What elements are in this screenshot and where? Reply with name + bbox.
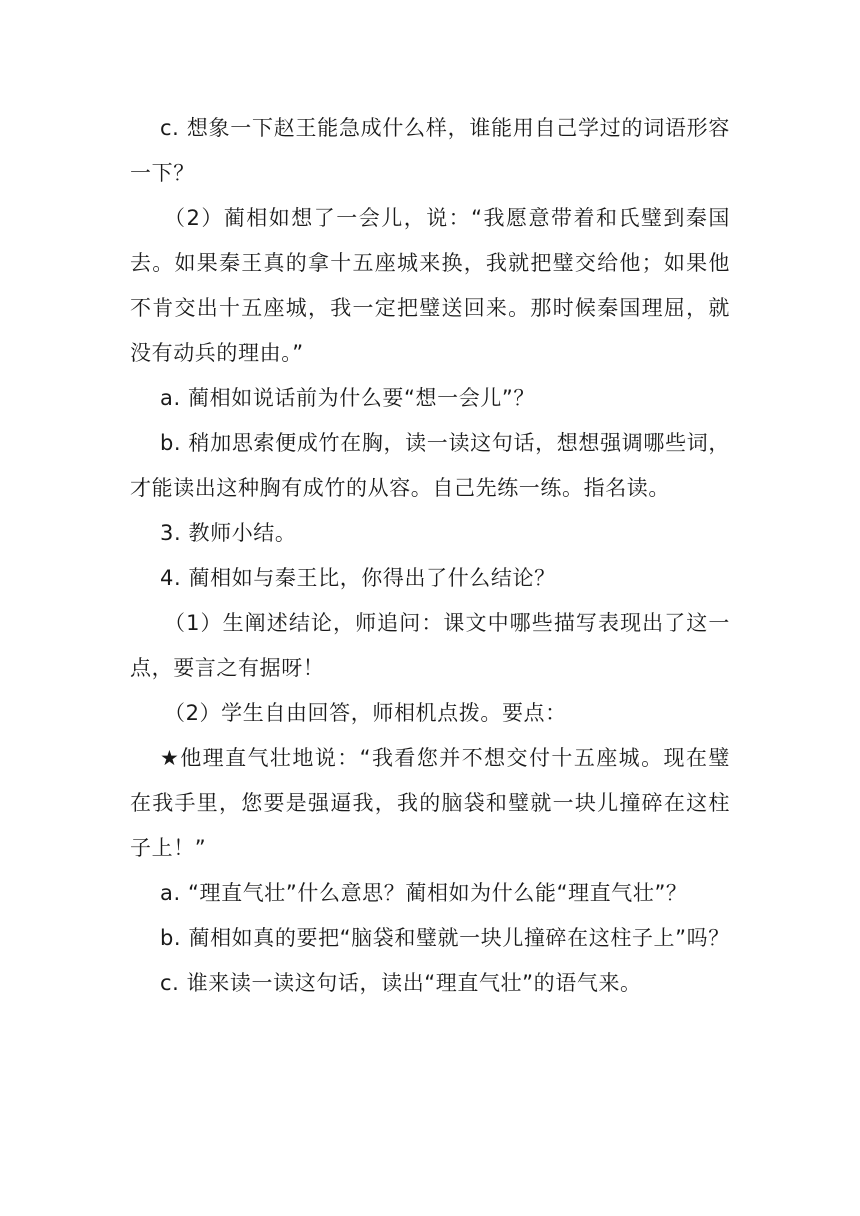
paragraph-teacher-summary: 3. 教师小结。 xyxy=(160,521,297,545)
paragraph-question-c-imagine: c. 想象一下赵王能急成什么样，谁能用自己学过的词语形容一下？ xyxy=(130,116,730,185)
paragraph-item-2: （2）学生自由回答，师相机点拨。要点： xyxy=(164,701,567,725)
paragraph-comparison-question: 4. 蔺相如与秦王比，你得出了什么结论？ xyxy=(160,566,556,590)
paragraph-item-1: （1）生阐述结论，师追问：课文中哪些描写表现出了这一点，要言之有据呀！ xyxy=(130,611,730,680)
paragraph-question-a-think: a. 蔺相如说话前为什么要“想一会儿”？ xyxy=(160,386,535,410)
paragraph-question-c-read-tone: c. 谁来读一读这句话，读出“理直气壮”的语气来。 xyxy=(160,971,642,995)
paragraph-quote-2: （2）蔺相如想了一会儿，说：“我愿意带着和氏璧到秦国去。如果秦王真的拿十五座城来换，我就把璧交给他；如果他不肯交出十五座城，我一定把璧送回来。那时候秦国理屈，就没有动兵的理由。” xyxy=(130,206,730,365)
document-body xyxy=(130,106,730,1006)
paragraph-star-quote: ★他理直气壮地说：“我看您并不想交付十五座城。现在璧在我手里，您要是强逼我，我的脑袋和璧就一块儿撞碎在这柱子上！” xyxy=(130,746,730,860)
paragraph-question-b-really: b. 蔺相如真的要把“脑袋和璧就一块儿撞碎在这柱子上”吗？ xyxy=(160,926,730,950)
paragraph-question-a-meaning: a. “理直气壮”什么意思？蔺相如为什么能“理直气壮”？ xyxy=(160,881,688,905)
paragraph-question-b-read: b. 稍加思索便成竹在胸，读一读这句话，想想强调哪些词，才能读出这种胸有成竹的从容。自己先练一练。指名读。 xyxy=(130,431,730,500)
